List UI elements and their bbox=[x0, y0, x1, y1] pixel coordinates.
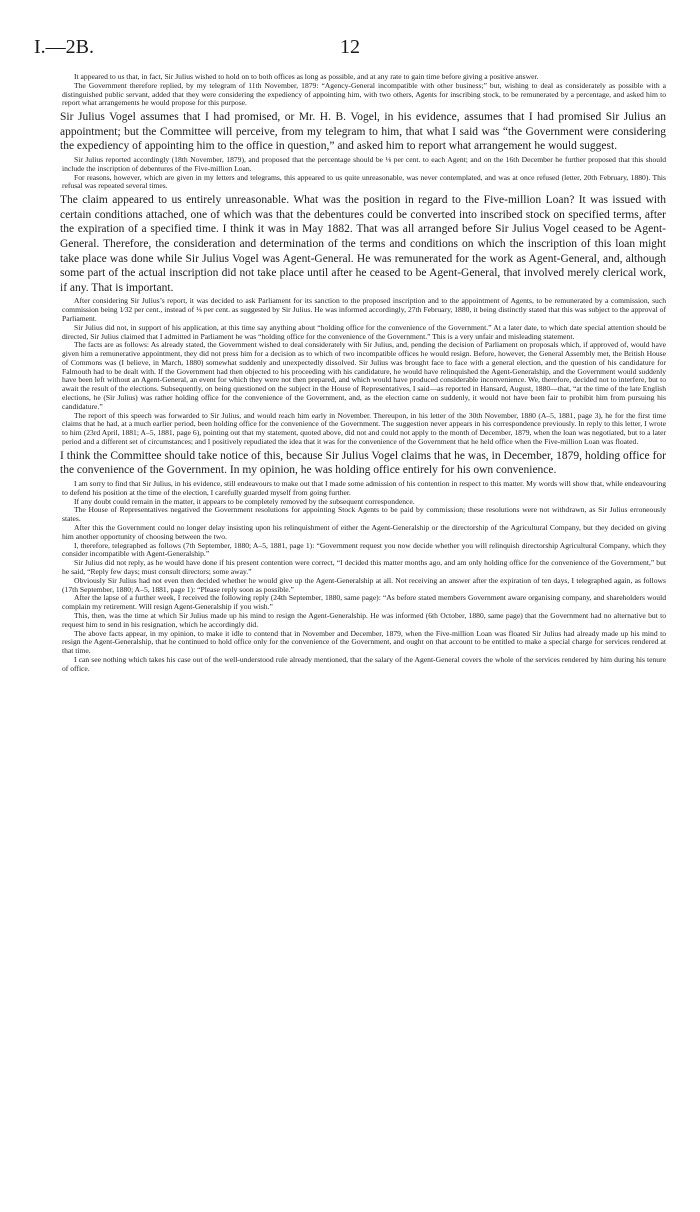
statement-paragraph: The report of this speech was forwarded to Sir Julius, and would reach him early in November. Thereupon, in his letter of the 30th November, 1880 (A–5, 1881, page 3), he for the first time claims that he had, at a much earlier period, been holding office for the convenience of the Government. The suggestion never appears in his correspondence previously. In reply to this letter, I wrote to him (23rd April, 1881; A–5, 1881, page 6), pointing out that my statement, quoted above, did not and could not apply to the month of December, 1879, when the loan was negotiated, but to a later period and a different set of circumstances; and I positively repudiated the idea that it was for the convenience of the Government that he held office when the Five-million Loan was floated. bbox=[62, 410, 666, 447]
statement-paragraph: This, then, was the time at which Sir Julius made up his mind to resign the Agent-Generalship. He was informed (6th October, 1880, same page) that the Government had no alternative but to request him to send in his resignation, which he accordingly did. bbox=[62, 611, 666, 629]
statement-paragraph: I can see nothing which takes his case out of the well-understood rule already mentioned, that the salary of the Agent-General covers the whole of the services rendered by him during his tenure of office. bbox=[62, 654, 666, 673]
statement-paragraph: Sir Julius did not reply, as he would have done if his present contention were correct, “I decided this matter months ago, and am only holding office for the convenience of the Government,” but he said, “Reply few days; must consult directors; some away.” bbox=[62, 558, 666, 577]
statement-paragraph: It appeared to us that, in fact, Sir Julius wished to hold on to both offices as long as possible, and at any rate to gain time before giving a positive answer. bbox=[74, 72, 539, 81]
statement-paragraph: The facts are as follows: As already stated, the Government wished to deal considerately with Sir Julius, and, pending the decision of Parliament on proposals which, if approved of, would have given him a remunerative appointment, they did not press him for a decision as to which of two incompatible offices he would resign. Before, however, the General Assembly met, the British House of Commons was (I believe, in March, 1880) somewhat suddenly and unexpectedly dissolved. Sir Julius was brought face to face with a general election, and the question of his candidature for Falmouth had to be dealt with. If the Government had then objected to his proceeding with his candidature, he would have relinquished the Agent-Generalship, and the Government would suddenly have been left without an Agent-General, an event for which they were not then prepared, and which would have produced considerable inconvenience. We, therefore, decided not to interfere, but to await the result of the elections. Subsequently, on being questioned on the subject in the House of Representatives, I said—as reported in Hansard, August, 1880—that, “at the time of the late English elections, he (Sir Julius) was rather holding office for the convenience of the Government, and, as the election came on suddenly, it would not have been fair to prohibit him from pursuing his candidature.” bbox=[62, 340, 666, 411]
statement-paragraph: I am sorry to find that Sir Julius, in his evidence, still endeavours to make out that I made some admission of his contention in respect to this matter. My words will show that, while endeavouring to defend his position at the time of the election, I carefully guarded myself from going further. bbox=[62, 479, 666, 497]
evidence-paragraph: Sir Julius Vogel assumes that I had promised, or Mr. H. B. Vogel, in his evidence, assumes that I had promised Sir Julius an appointment; but the Committee will perceive, from my telegram to him, that what I said was “the Government were considering the expediency of appointing him to the office in question,” and asked him to report what arrangement he would suggest. bbox=[60, 111, 666, 153]
statement-paragraph: Sir Julius reported accordingly (18th November, 1879), and proposed that the percentage should be ⅛ per cent. to each Agent; and on the 16th December he further proposed that this should include the inscription of debentures of the Five-million Loan. bbox=[62, 154, 666, 173]
statement-paragraph: If any doubt could remain in the matter, it appears to be completely removed by the subsequent correspondence. bbox=[74, 496, 415, 506]
page-header bbox=[34, 36, 666, 60]
statement-paragraph: After the lapse of a further week, I received the following reply (24th September, 1880, same page): “As before stated members Government aware organising company, and shareholders would complain my retirement. Will resign Agent-Generalship if you wish.” bbox=[62, 593, 666, 612]
statement-paragraph: Obviously Sir Julius had not even then decided whether he would give up the Agent-Generalship at all. Not receiving an answer after the expiration of ten days, I telegraphed again, as follows (17th September, 1880; A–5, 1881, page 1): “Please reply soon as possible.” bbox=[62, 575, 666, 594]
evidence-paragraph: I think the Committee should take notice of this, because Sir Julius Vogel claims that he was, in December, 1879, holding office for the convenience of the Government. In my opinion, he was holding office entirely for his own convenience. bbox=[60, 449, 666, 477]
statement-paragraph: The House of Representatives negatived the Government resolutions for appointing Stock Agents to be paid by commission; these resolutions were not withdrawn, as Sir Julius erroneously states. bbox=[62, 505, 666, 524]
statement-paragraph: After this the Government could no longer delay insisting upon his relinquishment of either the Agent-Generalship or the directorship of the Agricultural Company, but they decided on giving him another opportunity of choosing between the two. bbox=[62, 523, 666, 541]
statement-paragraph: For reasons, however, which are given in my letters and telegrams, this appeared to us quite unreasonable, was never contemplated, and was at once refused (letter, 20th February, 1880). This refusal was repeated several times. bbox=[62, 172, 666, 191]
statement-paragraph: I, therefore, telegraphed as follows (7th September, 1880; A–5, 1881, page 1): “Government request you now decide whether you will relinquish directorship Agricultural Company, which they consider incompatible with Agent-Generalship.” bbox=[62, 540, 666, 559]
evidence-paragraph: The claim appeared to us entirely unreasonable. What was the position in regard to the Five-million Loan? It was issued with certain conditions attached, one of which was that the debentures could be converted into inscribed stock on specified terms, after the expiration of a specified time. I think it was in May 1882. That was all arranged before Sir Julius Vogel ceased to be Agent-General. Therefore, the consideration and determination of the terms and conditions on which the inscription of this loan might take place was done while Sir Julius Vogel was Agent-General. He was remunerated for the work as Agent-General, and, although some part of the actual inscription did not take place until after he ceased to be Agent-General, that involved merely clerical work, if any. That is important. bbox=[60, 194, 666, 294]
statement-paragraph: The above facts appear, in my opinion, to make it idle to contend that in November and December, 1879, when the Five-million Loan was floated Sir Julius had already made up his mind to resign the Agent-Generalship, that he continued to hold office only for the convenience of the Government, and ought on that account to be entitled to make a special charge for services rendered at that time. bbox=[62, 628, 666, 656]
statement-paragraph: Sir Julius did not, in support of his application, at this time say anything about “holding office for the convenience of the Government.” At a later date, to which date special attention should be directed, Sir Julius claimed that I admitted in Parliament he was “holding office for the convenience of the Government.” This is a very unfair and misleading statement. bbox=[62, 322, 666, 341]
document-body bbox=[62, 73, 666, 674]
document-reference: I.—2B. bbox=[34, 36, 94, 58]
statement-paragraph: After considering Sir Julius’s report, it was decided to ask Parliament for its sanction to the proposed inscription and to the appointment of Agents, to be remunerated by a commission, such commission being 1⁄32 per cent., instead of ⅛ per cent. as suggested by Sir Julius. He was informed accordingly, 27th February, 1880, it being distinctly stated that this was subject to the approval of Parliament. bbox=[62, 296, 666, 323]
page-number: 12 bbox=[340, 36, 360, 58]
statement-paragraph: The Government therefore replied, by my telegram of 11th November, 1879: “Agency-General incompatible with other business;” but, wishing to deal as considerately as possible with a distinguished public servant, added that they were considering the expediency of appointing him, with two others, Agents for inscribing stock, to be remunerated by a percentage, and asked him to report what arrangements he would propose for this purpose. bbox=[62, 80, 666, 108]
